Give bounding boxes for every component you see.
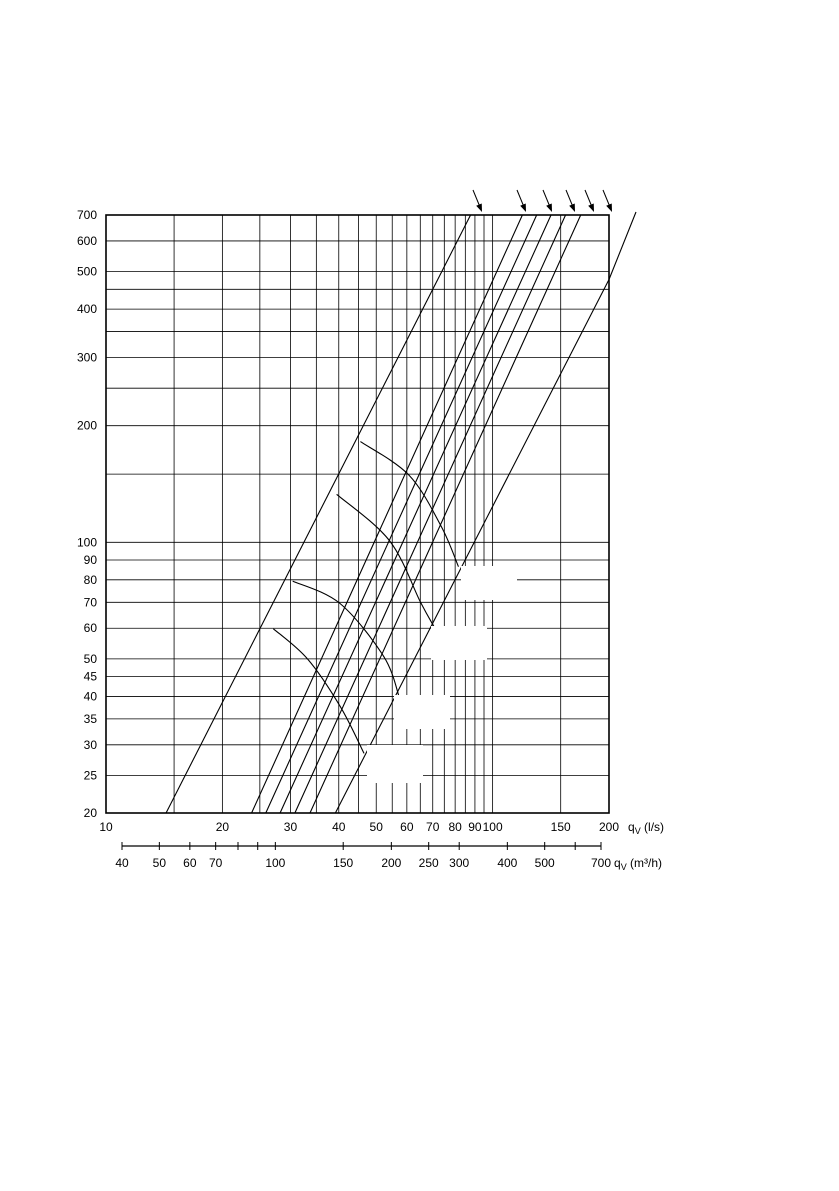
y-tick-labels xyxy=(77,208,97,820)
x-tick-labels xyxy=(99,820,619,834)
arrows xyxy=(473,190,636,280)
x-tick-label: 90 xyxy=(468,820,482,834)
x2-tick-label: 250 xyxy=(418,856,439,870)
x-tick-label: 70 xyxy=(426,820,440,834)
y-tick-label: 700 xyxy=(76,208,97,222)
label-gap xyxy=(461,566,517,600)
y-tick-label: 25 xyxy=(83,768,97,783)
y-tick-label: 600 xyxy=(76,233,97,248)
plot-frame xyxy=(106,215,609,813)
y-tick-label: 50 xyxy=(83,651,97,666)
x2-tick-label: 700 xyxy=(590,856,612,870)
arrow-shaft xyxy=(473,190,480,207)
y-tick-label: 80 xyxy=(83,572,97,587)
y-tick-label: 400 xyxy=(76,302,97,317)
arrow xyxy=(517,190,526,212)
x-tick-label: 100 xyxy=(482,820,503,834)
arrow xyxy=(473,190,482,212)
label-gap xyxy=(394,695,450,729)
y-tick-label: 70 xyxy=(83,595,97,610)
x-tick-label: 60 xyxy=(400,820,414,834)
curve xyxy=(337,494,434,626)
arrow-head xyxy=(476,203,482,212)
x-axis-label: $q_V$ (l/s) xyxy=(628,820,665,836)
x2-tick-label: 100 xyxy=(265,856,286,870)
y-tick-label: 60 xyxy=(83,621,97,636)
x-tick-label: 50 xyxy=(369,820,383,834)
grid xyxy=(106,215,609,813)
x2-tick-label: 60 xyxy=(183,856,197,870)
arrow xyxy=(585,190,594,212)
x-tick-label: 20 xyxy=(215,820,230,834)
arrow-head xyxy=(520,203,526,212)
y-tick-label: 500 xyxy=(76,264,97,279)
label-gap xyxy=(431,626,487,660)
label-gap xyxy=(367,745,423,783)
y-tick-label: 45 xyxy=(83,669,97,684)
x-tick-label: 40 xyxy=(332,820,346,834)
arrow-head xyxy=(546,203,552,212)
x-tick-label: 150 xyxy=(550,820,571,834)
y-tick-label: 30 xyxy=(83,737,97,752)
arrow-shaft xyxy=(517,190,524,207)
x2-tick-label: 500 xyxy=(534,856,555,870)
arrow-head xyxy=(606,203,612,212)
arrow-extension-line xyxy=(609,212,636,280)
arrow-head xyxy=(569,203,575,212)
diagonal-line xyxy=(252,215,523,813)
y-tick-label: 90 xyxy=(83,553,97,568)
x-tick-label: 200 xyxy=(598,820,620,834)
x-tick-label: 80 xyxy=(448,820,462,834)
arrow xyxy=(543,190,552,212)
arrow-head xyxy=(588,203,594,212)
x2-tick-label: 70 xyxy=(208,856,223,870)
y-tick-label: 300 xyxy=(76,350,97,365)
arrow-shaft xyxy=(566,190,573,207)
x2-tick-label: 150 xyxy=(333,856,354,870)
arrow-shaft xyxy=(543,190,550,207)
y-tick-label: 100 xyxy=(76,535,97,550)
x-tick-label: 10 xyxy=(99,820,113,834)
x2-tick-label: 200 xyxy=(381,856,402,870)
x2-tick-label: 400 xyxy=(497,856,518,870)
y-tick-label: 40 xyxy=(83,689,97,704)
diagonal-lines xyxy=(166,215,609,813)
y-tick-label: 35 xyxy=(83,711,97,726)
arrow xyxy=(603,190,612,212)
x2-tick-label: 300 xyxy=(449,856,470,870)
x-tick-label: 30 xyxy=(283,820,298,834)
arrow-shaft xyxy=(585,190,592,207)
y-tick-label: 200 xyxy=(76,418,97,433)
curve xyxy=(293,581,400,698)
x2-tick-label: 50 xyxy=(152,856,167,870)
x2-tick-label: 40 xyxy=(115,856,129,870)
secondary-x-axis xyxy=(115,842,611,870)
x2-axis-label: $q_V$ (m³/h) xyxy=(614,856,663,872)
arrow-shaft xyxy=(603,190,610,207)
arrow xyxy=(566,190,575,212)
y-tick-label: 20 xyxy=(83,806,97,820)
label-gaps xyxy=(367,566,517,783)
curve xyxy=(360,442,458,567)
